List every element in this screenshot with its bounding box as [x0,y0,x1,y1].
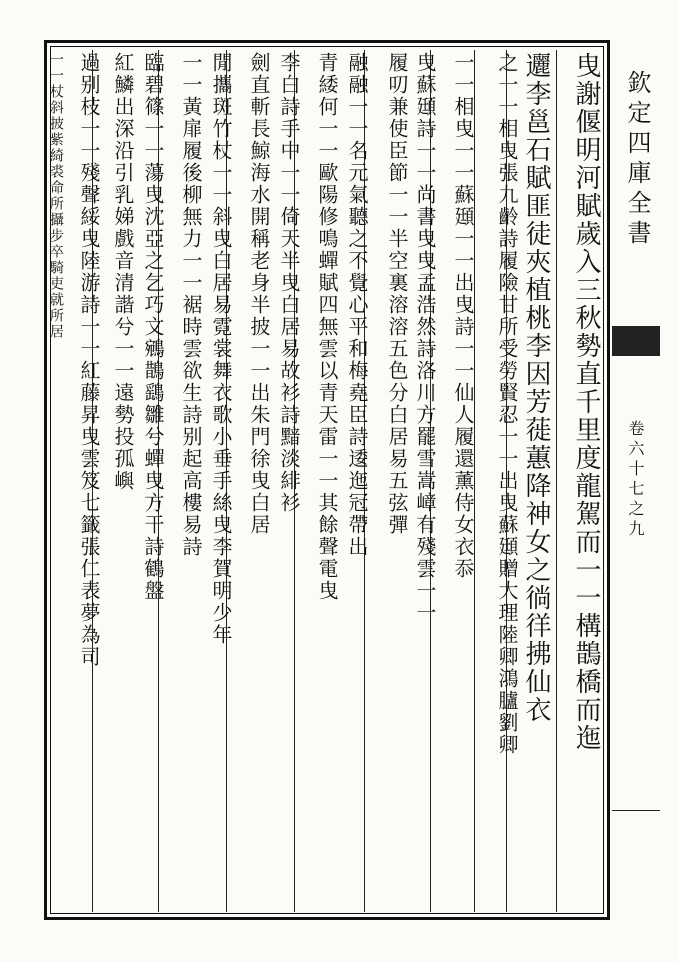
text-column: 一一相曳一一蘇頲一一出曳詩一一仙人履還薰侍女衣忝 [451,52,475,580]
text-column: 之一一相曳張九齡詩履險甘所受勞賢忍一一出曳蘇頲贈大理陸卿鴻臚劉卿 [495,52,519,756]
column-rule [556,50,557,912]
text-column: 一一杖斜披紫綺裘命所攝步卒騎吏就所居 [48,52,64,340]
text-column: 閒攜斑竹杖一一斜曳白居易霓裳舞衣歌小垂手絲曳李賀明少年 [209,52,233,646]
text-column: 一一黃扉履後柳無力一一裾時雲欲生詩别起高樓易詩 [179,52,203,558]
text-column: 劍直斬長鯨海水開稱老身半披一一出朱門徐曳白居 [247,52,271,536]
text-column: 融融一一名元氣聽之不覺心平和梅堯臣詩逶迤冠帶出 [345,52,369,558]
text-column: 李白詩手中一一倚天半曳白居易故衫詩黯淡緋衫 [277,52,301,514]
text-column: 臨碧篠一一蕩曳沈亞之乞巧文鵷鵲鷂雛兮蟬曳方干詩鶴盤 [141,52,165,602]
text-column: 青緌何一一歐陽修鳴蟬賦四無雲以青天雷一一其餘聲電曳 [315,52,339,602]
text-column: 履叨兼使臣節一一半空裏溶溶五色分白居易五弦彈 [385,52,409,536]
page-margin-sidebar [612,40,660,920]
book-title: 欽定四庫全書 [623,70,651,250]
text-column: 曳謝偃明河賦歲入三秋勢直千里度龍駕而一一構鵲橋而迤 [571,52,601,752]
text-column: 紅鱗出深沿引乳娣戲音清諧兮一一遠勢投孤嶼 [111,52,135,492]
text-column: 曳蘇頲詩一一尚書曳曳孟浩然詩洛川方罷雪嵩嶂有殘雲一一 [413,52,437,624]
text-column: 過别枝一一殘聲綏曳陸游詩一一紅藤昇曳雲笈七籤張仁表夢為司 [77,52,101,668]
margin-divider [612,810,660,811]
text-column: 邐李邕石賦匪徒夾植桃李因芳蓰蕙降神女之徜徉拂仙衣 [521,52,551,724]
fish-tail-mark-icon [612,326,660,356]
volume-label: 卷六十七之九 [626,420,645,540]
